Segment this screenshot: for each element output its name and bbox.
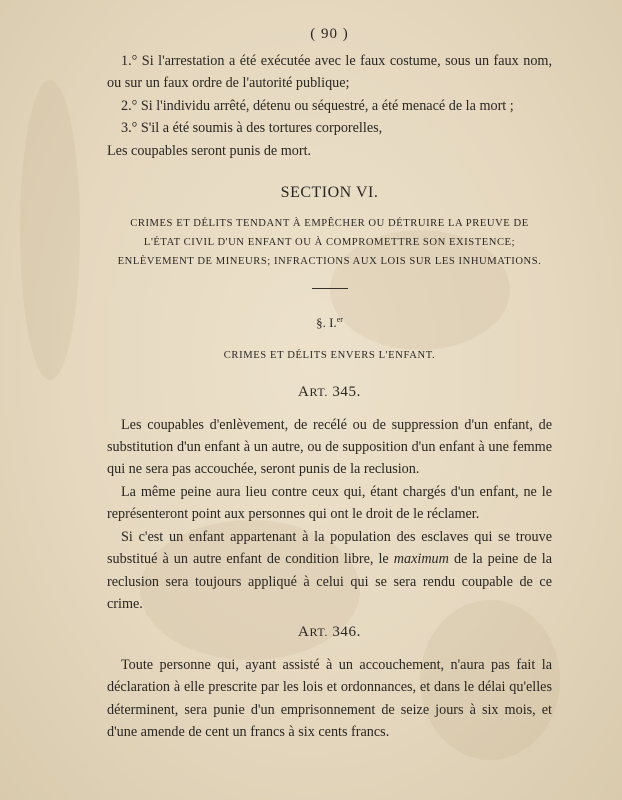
intro-item-1: 1.° Si l'arrestation a été exécutée avec le faux costume, sous un faux nom, ou sur un faux ordre de l'autorité publique;: [107, 53, 552, 92]
article-345-body: [107, 414, 552, 616]
intro-block: [107, 50, 552, 162]
section-title: SECTION VI.: [280, 184, 379, 202]
section-description-line: CRIMES ET DÉLITS TENDANT À EMPÊCHER OU DÉTRUIRE LA PREUVE DE: [130, 218, 529, 230]
article-345-para-1: Les coupables d'enlèvement, de recélé ou de suppression d'un enfant, de substitution d'un enfant à un autre, ou de supposition d'un enfant à une femme qui ne sera pas accouchée, seront punis de la reclusion.: [107, 416, 552, 478]
article-345-para-2: La même peine aura lieu contre ceux qui, étant chargés d'un enfant, ne le représenteront point aux personnes qui ont le droit de le réclamer.: [107, 483, 552, 523]
article-345-para-3-after: de la peine de la reclusion sera toujours appliqué à celui qui se sera rendu coupable de ce crime.: [107, 551, 553, 612]
divider-rule: [312, 288, 348, 289]
page-number: ( 90 ): [310, 26, 349, 42]
section-description: [107, 214, 552, 271]
article-heading-rest: RT.: [309, 385, 328, 400]
subsection-mark-sup: er: [336, 315, 343, 325]
subsection-mark-text: §. I.: [316, 315, 337, 331]
article-346-body: [107, 654, 552, 744]
article-346-heading: [107, 621, 552, 643]
article-heading-first: A: [298, 624, 310, 641]
article-345-para-3-italic: maximum: [393, 551, 449, 568]
intro-item-2: 2.° Si l'individu arrêté, détenu ou séquestré, a été menacé de la mort ;: [121, 97, 514, 114]
article-345-heading: [107, 381, 552, 403]
article-345-para-3: [107, 526, 552, 616]
intro-conclusion: Les coupables seront punis de mort.: [107, 142, 312, 159]
subsection-mark: [107, 309, 552, 334]
article-346-para-1: Toute personne qui, ayant assisté à un accouchement, n'aura pas fait la déclaration à elle prescrite par les lois et ordonnances, et dans le délai qu'elles déterminent, sera punie d'un emprisonnement de seize jours à six mois, et d'une amende de cent un francs à six cents francs.: [107, 656, 552, 740]
article-heading-first: A: [298, 384, 310, 401]
section-description-line: L'ÉTAT CIVIL D'UN ENFANT OU À COMPROMETTRE SON EXISTENCE;: [143, 237, 516, 249]
subsection-title: CRIMES ET DÉLITS ENVERS L'ENFANT.: [223, 349, 436, 361]
article-heading-number: 346.: [332, 624, 361, 641]
article-heading-rest: RT.: [309, 625, 328, 640]
section-description-line: ENLÈVEMENT DE MINEURS; INFRACTIONS AUX LOIS SUR LES INHUMATIONS.: [117, 256, 542, 268]
page-content: [107, 24, 552, 743]
article-heading-number: 345.: [332, 384, 361, 401]
intro-item-3: 3.° S'il a été soumis à des tortures corporelles,: [121, 120, 383, 137]
article-345-para-3-before: Si c'est un enfant appartenant à la population des esclaves qui se trouve substitué à un autre enfant de condition libre, le: [107, 528, 552, 568]
